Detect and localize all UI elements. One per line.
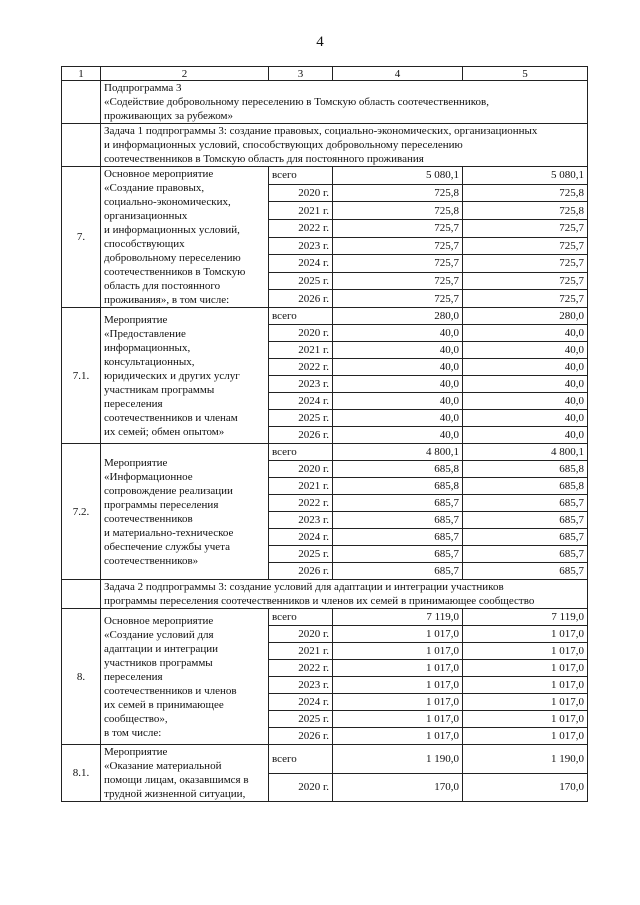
table-row [62,308,588,325]
value-col4: 170,0 [333,773,463,802]
value-col5: 685,8 [463,478,588,495]
year-cell: 2024 г. [269,255,333,273]
value-col5: 725,7 [463,237,588,255]
task1-title [101,124,588,167]
value-col4: 685,7 [333,495,463,512]
subprogram-title [101,81,588,124]
value-col5: 685,7 [463,529,588,546]
value-col4: 40,0 [333,410,463,427]
value-col5: 1 017,0 [463,711,588,728]
value-col5: 40,0 [463,376,588,393]
year-cell: всего [269,745,333,774]
value-col5: 170,0 [463,773,588,802]
value-col5: 685,8 [463,461,588,478]
description-line: консультационных, [104,355,195,368]
year-cell: 2026 г. [269,563,333,580]
year-cell: 2022 г. [269,219,333,237]
year-cell: 2021 г. [269,342,333,359]
value-col4: 40,0 [333,359,463,376]
year-cell: 2021 г. [269,643,333,660]
subprogram-title-line: проживающих за рубежом» [104,110,233,122]
description-line: «Информационное [104,470,193,483]
item-number: 7.1. [62,308,101,444]
value-col4: 725,7 [333,255,463,273]
description-line: их семей в принимающее [104,698,224,711]
value-col4: 40,0 [333,342,463,359]
value-col5: 725,8 [463,202,588,220]
description-line: и материально-техническое [104,526,234,539]
description-line: их семей; обмен опытом» [104,425,225,438]
description-line: сопровождение реализации [104,484,233,497]
description-line: соотечественников и членам [104,411,238,424]
value-col5: 1 017,0 [463,660,588,677]
description-line: обеспечение службы учета [104,540,230,553]
description-line: переселения [104,670,163,683]
value-col4: 1 017,0 [333,643,463,660]
value-col5: 40,0 [463,410,588,427]
description-line: соотечественников» [104,554,199,567]
value-col5: 40,0 [463,342,588,359]
value-col5: 1 017,0 [463,728,588,745]
value-col4: 725,8 [333,184,463,202]
value-col5: 725,7 [463,255,588,273]
table-row [62,444,588,461]
year-cell: 2024 г. [269,393,333,410]
description-line: соотечественников в Томскую [104,266,246,278]
description-line: социально-экономических, [104,196,231,208]
year-cell: всего [269,444,333,461]
year-cell: 2022 г. [269,495,333,512]
value-col5: 1 017,0 [463,694,588,711]
year-cell: 2025 г. [269,546,333,563]
description-line: «Предоставление [104,327,186,340]
value-col5: 725,8 [463,184,588,202]
value-col4: 4 800,1 [333,444,463,461]
item-description [101,444,269,580]
value-col5: 1 190,0 [463,745,588,774]
description-line: «Создание условий для [104,628,214,641]
column-number-1: 1 [62,67,101,81]
table-row [62,609,588,626]
value-col5: 40,0 [463,359,588,376]
year-cell: 2020 г. [269,184,333,202]
value-col5: 685,7 [463,495,588,512]
item-number: 7.2. [62,444,101,580]
value-col5: 7 119,0 [463,609,588,626]
value-col5: 685,7 [463,563,588,580]
value-col4: 7 119,0 [333,609,463,626]
subprogram-title-row [62,81,588,124]
value-col5: 40,0 [463,427,588,444]
year-cell: 2021 г. [269,202,333,220]
task2-title-num-cell [62,580,101,609]
description-line: Мероприятие [104,746,168,758]
description-line: способствующих [104,238,185,250]
table-row [62,167,588,185]
year-cell: 2023 г. [269,376,333,393]
task2-title-row [62,580,588,609]
column-number-4: 4 [333,67,463,81]
description-line: добровольному переселению [104,252,241,264]
task1-title-line: Задача 1 подпрограммы 3: создание правовых, социально-экономических, организационных [104,125,538,137]
year-cell: 2025 г. [269,272,333,290]
page-number: 4 [316,34,324,50]
column-number-5: 5 [463,67,588,81]
column-number-2: 2 [101,67,269,81]
subprogram-title-line: Подпрограмма 3 [104,82,182,94]
task1-title-row [62,124,588,167]
year-cell: 2023 г. [269,237,333,255]
value-col5: 40,0 [463,325,588,342]
description-line: организационных [104,210,188,222]
year-cell: 2022 г. [269,359,333,376]
table-row [62,745,588,774]
value-col4: 40,0 [333,393,463,410]
description-line: юридических и других услуг [104,369,240,382]
value-col4: 685,7 [333,529,463,546]
description-line: «Создание правовых, [104,182,205,194]
item-description [101,609,269,745]
value-col5: 1 017,0 [463,626,588,643]
description-line: программы переселения [104,498,219,511]
value-col5: 725,7 [463,219,588,237]
value-col4: 685,7 [333,512,463,529]
description-line: «Оказание материальной [104,760,222,772]
description-line: трудной жизненной ситуации, [104,788,246,800]
value-col4: 40,0 [333,376,463,393]
value-col5: 725,7 [463,272,588,290]
task1-title-num-cell [62,124,101,167]
value-col4: 1 017,0 [333,677,463,694]
subprogram-title-line: «Содействие добровольному переселению в Томскую область соотечественников, [104,96,489,108]
value-col5: 725,7 [463,290,588,308]
description-line: и информационных условий, [104,224,240,236]
value-col5: 4 800,1 [463,444,588,461]
year-cell: 2025 г. [269,410,333,427]
value-col4: 725,8 [333,202,463,220]
year-cell: 2020 г. [269,773,333,802]
year-cell: 2022 г. [269,660,333,677]
description-line: соотечественников [104,512,193,525]
value-col5: 685,7 [463,512,588,529]
year-cell: 2020 г. [269,626,333,643]
year-cell: 2026 г. [269,728,333,745]
task1-title-line: и информационных условий, способствующих добровольному переселению [104,139,463,151]
value-col4: 725,7 [333,219,463,237]
description-line: участников программы [104,656,213,669]
budget-table [61,66,588,802]
value-col5: 685,7 [463,546,588,563]
item-description [101,167,269,308]
description-line: информационных, [104,341,191,354]
description-line: Мероприятие [104,456,168,469]
table-header-row [62,67,588,81]
value-col4: 280,0 [333,308,463,325]
year-cell: 2021 г. [269,478,333,495]
value-col5: 1 017,0 [463,643,588,660]
value-col4: 40,0 [333,427,463,444]
value-col4: 1 017,0 [333,711,463,728]
year-cell: 2026 г. [269,427,333,444]
value-col5: 40,0 [463,393,588,410]
column-number-3: 3 [269,67,333,81]
task2-title [101,580,588,609]
description-line: адаптации и интеграции [104,642,218,655]
description-line: в том числе: [104,726,162,739]
value-col4: 685,7 [333,563,463,580]
year-cell: 2020 г. [269,325,333,342]
year-cell: 2025 г. [269,711,333,728]
value-col4: 725,7 [333,272,463,290]
value-col4: 685,8 [333,478,463,495]
task2-title-line: программы переселения соотечественников и членов их семей в принимающее сообщество [104,595,535,607]
description-line: проживания», в том числе: [104,294,230,306]
description-line: Мероприятие [104,313,168,326]
year-cell: всего [269,167,333,185]
year-cell: 2020 г. [269,461,333,478]
value-col4: 685,7 [333,546,463,563]
item-number: 8.1. [62,745,101,802]
value-col5: 1 017,0 [463,677,588,694]
description-line: область для постоянного [104,280,221,292]
year-cell: всего [269,609,333,626]
value-col4: 1 190,0 [333,745,463,774]
value-col4: 1 017,0 [333,728,463,745]
value-col4: 725,7 [333,290,463,308]
year-cell: 2024 г. [269,694,333,711]
value-col4: 685,8 [333,461,463,478]
value-col4: 5 080,1 [333,167,463,185]
value-col4: 725,7 [333,237,463,255]
subprogram-title-num-cell [62,81,101,124]
item-description [101,308,269,444]
task2-title-line: Задача 2 подпрограммы 3: создание условий для адаптации и интеграции участников [104,581,504,593]
item-number: 8. [62,609,101,745]
description-line: Основное мероприятие [104,614,214,627]
task1-title-line: соотечественников в Томскую область для постоянного проживания [104,153,424,165]
year-cell: 2024 г. [269,529,333,546]
description-line: Основное мероприятие [104,168,214,180]
year-cell: 2023 г. [269,512,333,529]
year-cell: 2023 г. [269,677,333,694]
value-col5: 5 080,1 [463,167,588,185]
value-col4: 1 017,0 [333,694,463,711]
year-cell: 2026 г. [269,290,333,308]
value-col4: 1 017,0 [333,660,463,677]
description-line: помощи лицам, оказавшимся в [104,774,249,786]
value-col4: 1 017,0 [333,626,463,643]
item-number: 7. [62,167,101,308]
item-description [101,745,269,802]
value-col4: 40,0 [333,325,463,342]
description-line: участникам программы [104,383,215,396]
value-col5: 280,0 [463,308,588,325]
year-cell: всего [269,308,333,325]
description-line: переселения [104,397,163,410]
description-line: соотечественников и членов [104,684,237,697]
description-line: сообщество», [104,712,168,725]
